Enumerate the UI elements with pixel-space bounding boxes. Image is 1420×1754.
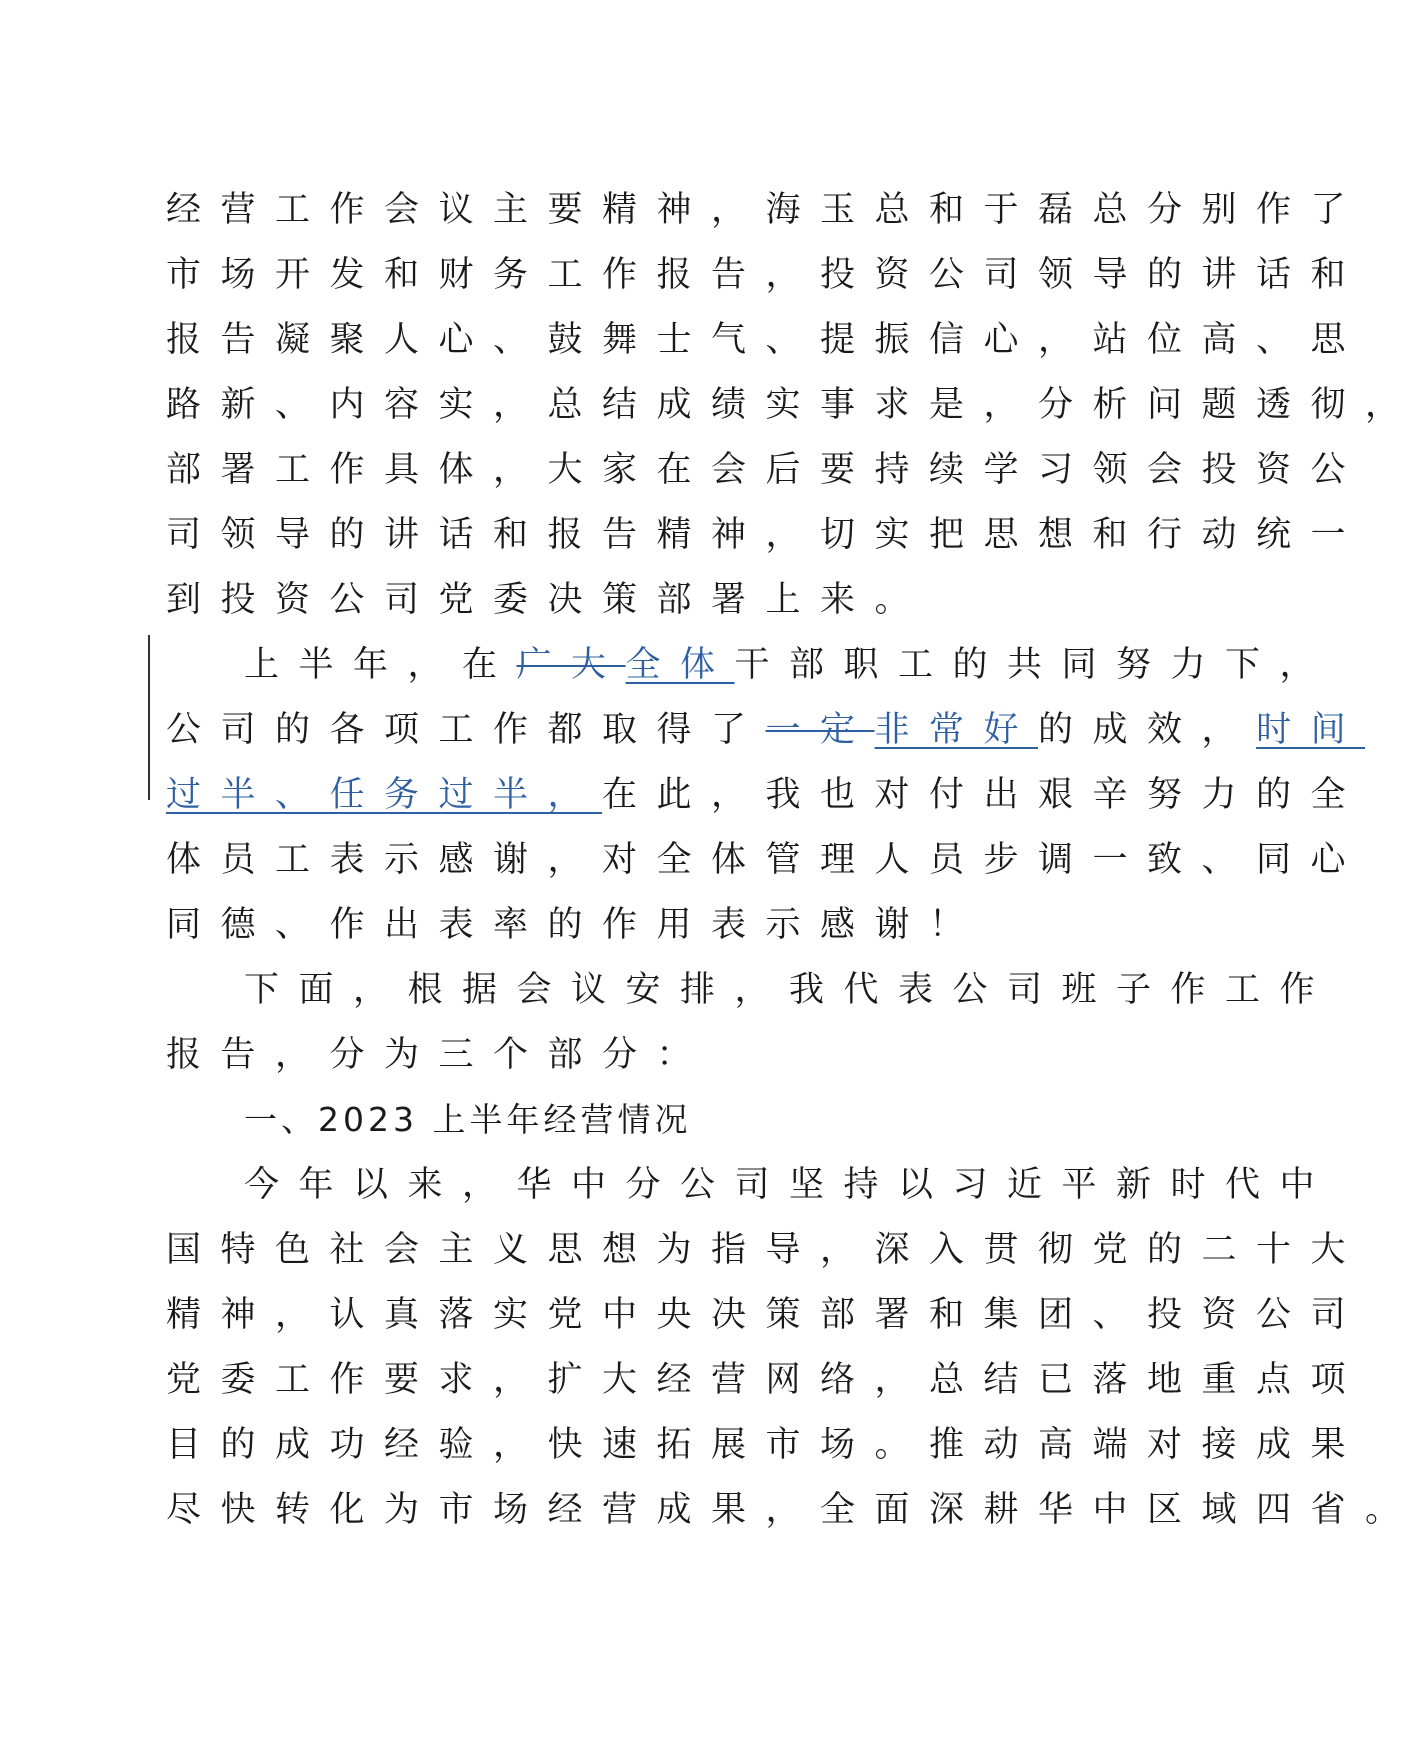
text-line: 党委工作要求，扩大经营网络，总结已落地重点项 <box>166 1360 1366 1400</box>
deleted-text[interactable]: 广大 <box>516 645 626 685</box>
text-run: 上半年，在 <box>244 645 517 685</box>
text-line: 部署工作具体，大家在会后要持续学习领会投资公 <box>166 450 1366 490</box>
inserted-text[interactable]: 全体 <box>625 645 735 685</box>
text-line: 报告凝聚人心、鼓舞士气、提振信心，站位高、思 <box>166 320 1366 360</box>
text-line: 经营工作会议主要精神，海玉总和于磊总分别作了 <box>166 190 1366 230</box>
text-line: 市场开发和财务工作报告，投资公司领导的讲话和 <box>166 255 1366 295</box>
text-line: 精神，认真落实党中央决策部署和集团、投资公司 <box>166 1295 1366 1335</box>
text-line <box>244 640 1335 690</box>
deleted-text[interactable]: 一定 <box>765 710 875 750</box>
text-line <box>166 705 1366 755</box>
text-line: 司领导的讲话和报告精神，切实把思想和行动统一 <box>166 515 1366 555</box>
text-line: 体员工表示感谢，对全体管理人员步调一致、同心 <box>166 840 1366 880</box>
text-line: 目的成功经验，快速拓展市场。推动高端对接成果 <box>166 1425 1366 1465</box>
text-line: 尽快转化为市场经营成果，全面深耕华中区域四省。 <box>166 1490 1420 1530</box>
text-line: 报告，分为三个部分： <box>166 1035 712 1075</box>
text-run: 的成效， <box>1038 710 1257 750</box>
text-run: 公司的各项工作都取得了 <box>166 710 766 750</box>
text-line: 到投资公司党委决策部署上来。 <box>166 580 930 620</box>
section-heading: 一、2023 上半年经营情况 <box>244 1100 692 1139</box>
text-line: 同德、作出表率的作用表示感谢！ <box>166 905 984 945</box>
text-line: 路新、内容实，总结成绩实事求是，分析问题透彻， <box>166 385 1420 425</box>
inserted-text[interactable]: 时间 <box>1256 710 1366 750</box>
revision-change-bar <box>148 635 150 800</box>
inserted-text[interactable]: 非常好 <box>874 710 1039 750</box>
text-run: 在此，我也对付出艰辛努力的全 <box>602 775 1366 815</box>
inserted-text[interactable]: 过半、任务过半， <box>166 775 603 815</box>
text-line: 国特色社会主义思想为指导，深入贯彻党的二十大 <box>166 1230 1366 1270</box>
text-line: 下面，根据会议安排，我代表公司班子作工作 <box>244 970 1335 1010</box>
text-run: 干部职工的共同努力下， <box>734 645 1335 685</box>
text-line: 今年以来，华中分公司坚持以习近平新时代中 <box>244 1165 1335 1205</box>
text-line <box>166 770 1366 820</box>
